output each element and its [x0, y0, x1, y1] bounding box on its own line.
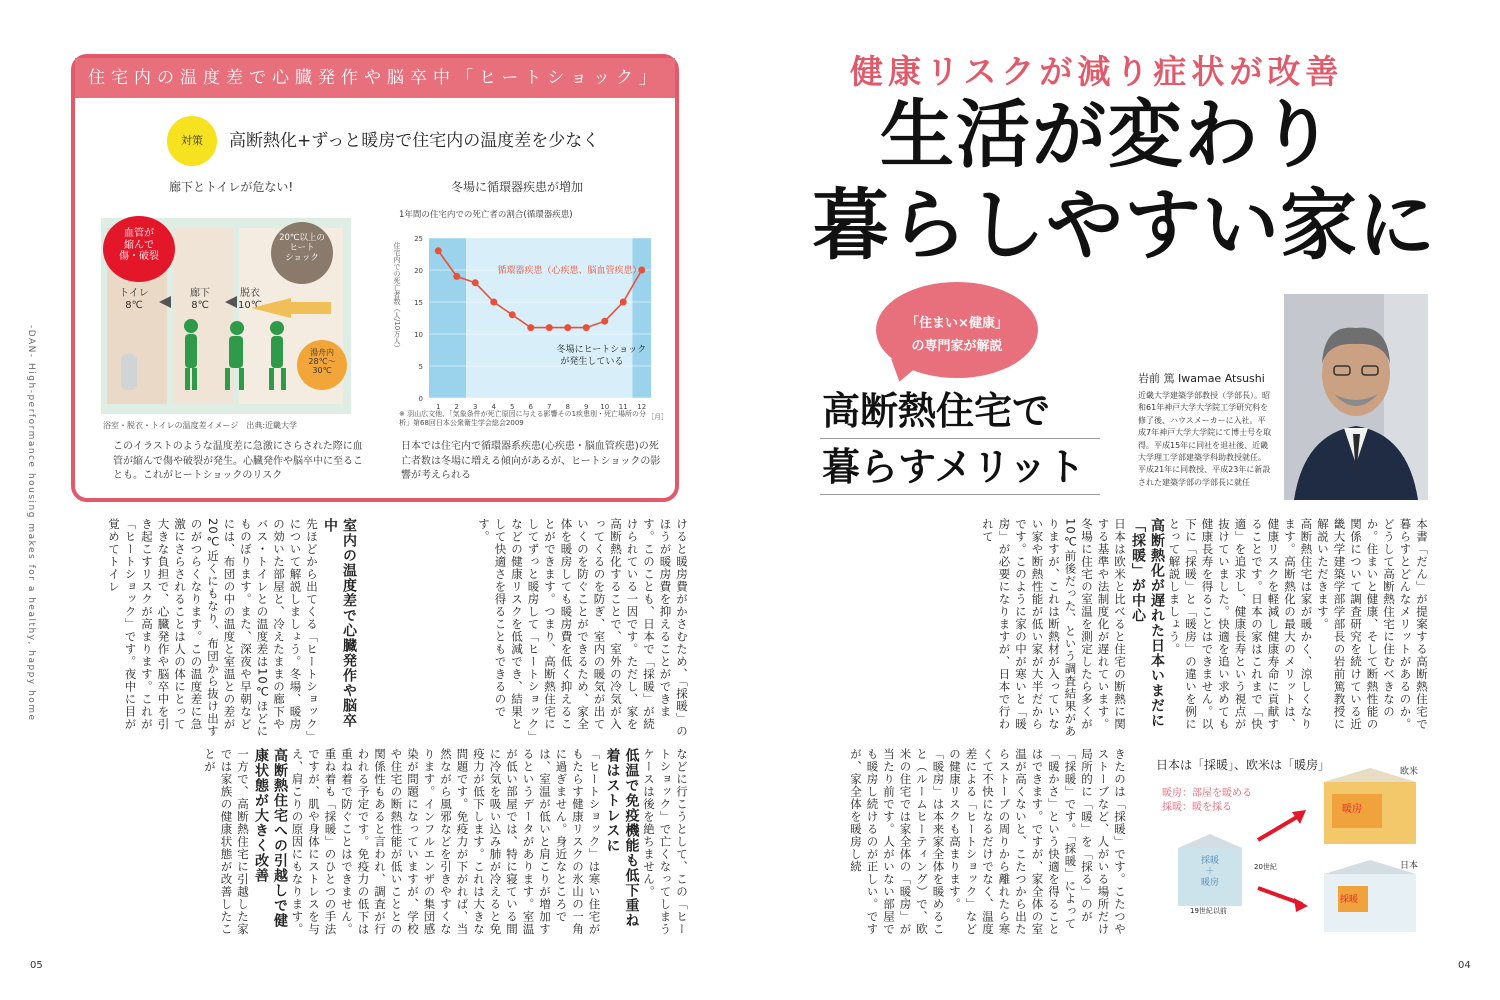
x-tick-label: 12 [637, 403, 647, 411]
right-top-columns [820, 518, 1430, 740]
y-tick-label: 10 [414, 331, 423, 339]
chart-annotation-line1: 冬場にヒートショック [556, 344, 647, 355]
right-bottom-columns [820, 748, 1128, 938]
y-tick-label: 5 [418, 363, 423, 371]
x-tick-label: 6 [528, 403, 533, 411]
title-line1: 生活が変わり [880, 92, 1336, 178]
right-bottom-para1: きたのは「採暖」です。こたつやストーブなど、人がいる場所だけ局所的に「暖」を「採る」のが「採暖」です。「採暖」によって「暖かさ」という快適を得ることはできます。ですが、家全体の室温が高くないと、こたつから出たらストーブの周りから離れたら寒くて不快になるだけでなく、温度差による「ヒートショック」などの健康リスクも高まります。 [948, 748, 1127, 936]
left-top-columns-b [70, 518, 358, 740]
merit-underline-1 [820, 438, 1100, 439]
x-tick-label: 4 [491, 403, 496, 411]
data-point [527, 324, 534, 331]
subtitle: 健康リスクが減り症状が改善 [850, 52, 1344, 91]
x-tick-label: 9 [584, 403, 589, 411]
label-japan: 日本 [1400, 861, 1419, 871]
data-point [472, 279, 479, 286]
page-number-right: 04 [1458, 960, 1471, 971]
left-top-columns [360, 518, 690, 740]
x-tick-label: 10 [600, 403, 610, 411]
right-top-para3: 日本は欧米と比べると住宅の断熱に関する基準や法制度化が遅れています。冬場に住宅の室温を測定したら多くが10℃前後だった、という調査結果がありますが、これは断熱材が入っていない家や断熱性能が低い家が大半だからです。このように家の中が寒いと「暖房」が必要になりますが、日本で行われて [981, 518, 1127, 738]
legend-danbo: 暖房：部屋を暖める [1162, 788, 1252, 799]
box-header: 住宅内の温度差で心臓発作や脳卒中「ヒートショック」 [75, 58, 675, 98]
expert-portrait [1284, 294, 1428, 500]
data-point [490, 299, 497, 306]
data-point [620, 299, 627, 306]
left-bottom-para1: などに行こうとして、この「ヒートショック」で亡くなってしまうケースは後を絶ちません。 [642, 748, 689, 936]
illustration-title: 廊下とトイレが危ない! [169, 180, 294, 194]
y-tick-label: 25 [414, 235, 423, 243]
right-bottom-para2: 「暖房」は本来家全体を暖めること（ルームヒーティング）で、欧米の住宅では家全体の「暖房」が当たり前です。人がいない部屋でも暖房し続けるのが正しい。ですが、家全体を暖房し続 [849, 748, 946, 936]
portrait-figure [1284, 294, 1428, 500]
expert-bio: 近畿大学建築学部教授（学部長）。昭和61年神戸大学大学院工学研究科を修了後、ハウスメーカーに入社。平成7年神戸大学大学院にて博士号を取得。平成15年に同社を退社後、近畿大学理工学部建築学科助教授就任。平成21年に同教授、平成23年に新設された建築学部の学部長に就任 [1138, 391, 1272, 487]
left-bottom-para2: 「ヒートショック」は寒い住宅がもたらす健康リスクの氷山の一角に過ぎません。身近なところでは、室温が低いと肩こりが増加するというデータがあります。室温が低い部屋では、特に寝ている間に冷気を吸い込み肺が冷えると免疫力が低下します。これは大きな問題です。免疫力が下がれば、当然ながら風邪などを引きやすくなります。インフルエンザの集団感染が問題になっていますが、学校や住宅の断熱性能が低いこととの関係性もあると言われ、調査が行われる予定です。免疫力の低下は重ね着で防ぐことはできません。重ね着も「採暖」のひとつの手法ですが、肌や身体にストレスを与え、肩こりの原因にもなります。 [290, 748, 602, 936]
illustration-description: このイラストのような温度差に急激にさらされた際に血管が縮んで傷や破裂が発生。心臓発作や脳卒中に至ることも。これがヒートショックのリスク [113, 441, 363, 481]
heating-diagram [1150, 767, 1440, 920]
heat-shock-label: 20℃以上の ヒート ショック [279, 233, 325, 263]
data-point [435, 247, 442, 254]
page-number-left: 05 [30, 960, 43, 971]
x-axis-label: ［月］ [647, 413, 668, 421]
x-tick-label: 5 [510, 403, 515, 411]
heat-shock-box [71, 54, 679, 502]
chart-description: 日本では住宅内で循環器系疾患(心疾患・脳血管疾患)の死亡者数は冬場に増える傾向があるが、ヒートショックの影響が考えられる [401, 441, 661, 481]
era-20c: 20世紀 [1254, 863, 1277, 871]
dressing-temp-label: 脱衣 10℃ [238, 288, 262, 311]
heading-saidan: 高断熱化が遅れた日本いまだに「採暖」が中心 [1130, 518, 1165, 728]
heading-heat-shock: 室内の温度差で心臓発作や脳卒中 [322, 518, 357, 728]
illustration-caption: 浴室・脱衣・トイレの温度差イメージ 出典:近畿大学 [103, 421, 298, 430]
left-bottom-columns [70, 748, 690, 938]
temperature-illustration [101, 218, 351, 414]
heading-improvement: 高断熱住宅への引越しで健康状態が大きく改善 [253, 748, 288, 928]
left-top-para2: 先ほどから出てくる「ヒートショック」について解説しましょう。冬場、暖房の効いた部屋と、冷えたままの廊下やバス・トイレとの温度差は10℃ほどにものぼります。また、深夜や早朝などには、布団の中の温度と室温との差が20℃近くにもなり、布団から抜け出すのがつらくなります。この温度差に急激にさらされることは人の体にとって大きな負担で、心臓発作や脳卒中を引き起こすリスクが高まります。これが「ヒートショック」です。夜中に目が覚めてトイレ [107, 518, 319, 738]
data-point [546, 324, 553, 331]
label-europe: 欧米 [1400, 767, 1419, 777]
era-19c: 19世紀以前 [1190, 907, 1227, 915]
bubble-line2: の専門家が解説 [911, 339, 1003, 354]
data-point [583, 324, 590, 331]
legend-saidan: 採暖：暖を採る [1162, 802, 1232, 813]
winter-band-0 [429, 238, 466, 398]
measure-text: 高断熱化+ずっと暖房で住宅内の温度差を少なく [229, 131, 600, 151]
x-tick-label: 3 [473, 403, 478, 411]
house-19c-label: 採暖 ＋ 暖房 [1200, 856, 1219, 888]
hall-temp-label: 廊下 8℃ [190, 288, 210, 311]
chart-annotation-line2: が発生している [560, 357, 624, 368]
side-tagline: -DAN- High-performance housing makes for a healthy, happy home [26, 325, 36, 722]
data-point [453, 273, 460, 280]
left-top-para1: けると暖房費がかさむため、「採暖」のほうが暖房費を抑えることができます。このことも、日本で「採暖」が続けられている一因です。ただし、家を高断熱化することで、室外の冷気が入ってくるのを防ぎ、室内の暖気が出ていくのを防ぐことができるため、家全体を暖房しても暖房費を低く抑えることができます。つまり、高断熱住宅にしてずっと暖房して「ヒートショック」などの健康リスクを低減でき、結果として快適さを得ることもできるのです。 [477, 518, 689, 738]
merit-title-line2: 暮らすメリット [822, 445, 1085, 489]
x-tick-label: 11 [618, 403, 628, 411]
y-axis-label: 住宅内での死亡者数（人/10万人） [393, 242, 401, 352]
x-tick-label: 8 [565, 403, 570, 411]
diagram-houses [1150, 770, 1440, 920]
y-tick-label: 20 [414, 267, 423, 275]
x-tick-label: 7 [547, 403, 552, 411]
house-jp-label: 採暖 [1340, 895, 1359, 905]
x-tick-label: 2 [454, 403, 459, 411]
data-point [509, 311, 516, 318]
title-line2: 暮らしやすい家に [812, 182, 1436, 271]
chart-title: 1年間の住宅内での死亡者の割合(循環器疾患) [399, 210, 573, 220]
expert-name: 岩前 篤 Iwamae Atsushi [1138, 372, 1265, 385]
merit-title-line1: 高断熱住宅で [822, 389, 1051, 433]
data-point [564, 324, 571, 331]
series-label: 循環器疾患（心疾患、脳血管疾患） [497, 266, 642, 277]
y-tick-label: 15 [414, 299, 423, 307]
y-tick-label: 0 [418, 395, 423, 403]
chart-source-note: ※ 羽山広文他、「気象条件が死亡原因に与える影響その1疾患別・死亡場所の分析」第68回日本公衆衛生学会総会2009 [399, 410, 647, 428]
heading-immunity: 低温で免疫機能も低下重ね着はストレスに [604, 748, 640, 928]
data-point [601, 318, 608, 325]
right-top-para1: 本書「だん」が提案する高断熱住宅で暮らすとどんなメリットがあるのか。どうして高断熱住宅に住むべきなのか。住まいと健康、そして断熱性能の関係について調査研究を続けている近畿大学建築学部学部長の岩前篤教授に解説いただきます。 [1316, 518, 1429, 731]
bubble-line1: 「住まい×健康」 [906, 316, 1008, 331]
x-tick-label: 1 [436, 403, 441, 411]
room-danbo-label: 暖房 [1342, 804, 1362, 815]
diagram-title: 日本は「採暖」、欧米は「暖房」 [1156, 758, 1331, 772]
merit-underline-2 [820, 494, 1100, 495]
chart-heading: 冬場に循環器疾患が増加 [451, 180, 584, 194]
left-bottom-para3: 一方で、高断熱住宅に引越した家では家族の健康状態が改善したことが [203, 748, 250, 936]
right-top-para2: 高断熱住宅は家が暖かく、涼しくなります。高断熱化の最大のメリットは、健康リスクを軽減し健康寿命に貢献することです。日本の家はこれまで「快適」を追求し、健康長寿という視点が抜けていました。快適を追い求めても健康長寿を得ることはできません。以下に「採暖」と「暖房」の違いを例にとって解説しましょう。 [1167, 518, 1314, 731]
winter-band-1 [633, 238, 652, 398]
measure-badge: 対策 [167, 116, 217, 166]
toilet-temp-label: トイレ 8℃ [119, 288, 149, 311]
bath-temp-label: 湯舟内 28℃〜 30℃ [308, 348, 336, 376]
blood-vessel-label: 血管が 縮んで 傷・破裂 [119, 228, 159, 262]
